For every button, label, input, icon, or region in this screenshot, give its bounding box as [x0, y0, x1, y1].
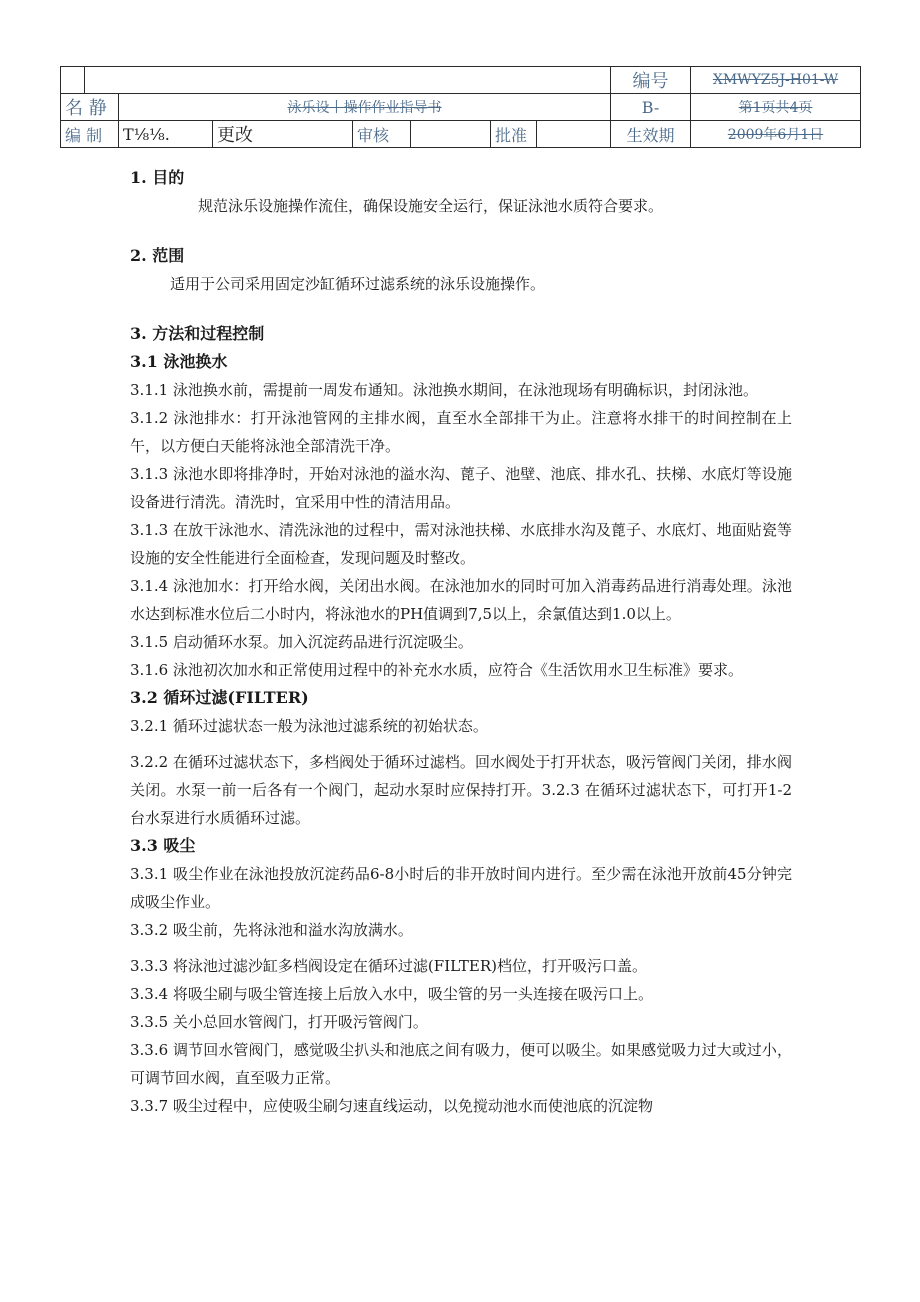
doc-number: XMWYZ5J-H01-W: [691, 67, 861, 94]
paragraph-3-2-1: 3.2.1 循环过滤状态一般为泳池过滤系统的初始状态。: [130, 717, 488, 735]
paragraph-3-3-7: 3.3.7 吸尘过程中，应使吸尘刷匀速直线运动，以免搅动池水而使池底的沉淀物: [130, 1097, 653, 1115]
header-blank-cell: [61, 67, 85, 94]
paragraph-3-1-1: 3.1.1 泳池换水前，需提前一周发布通知。泳池换水期间，在泳池现场有明确标识，封闭泳池。: [130, 381, 758, 399]
section-3-1-title: 3.1 泳池换水: [130, 352, 228, 371]
paragraph-3-1-3a: 3.1.3 泳池水即将排净时，开始对泳池的溢水沟、蓖子、池壁、池底、排水孔、扶梯、水底灯等设施设备进行清洗。清洗时，宜采用中性的清洁用品。: [130, 465, 792, 511]
review-value: [411, 121, 491, 148]
paragraph-3-1-6: 3.1.6 泳池初次加水和正常使用过程中的补充水水质，应符合《生活饮用水卫生标准》要求。: [130, 661, 743, 679]
author-label: 编 制: [61, 121, 119, 148]
review-label: 审核: [353, 121, 411, 148]
approve-value: [537, 121, 611, 148]
document-body: [130, 160, 792, 1120]
section-2-body: 适用于公司采用固定沙缸循环过滤系统的泳乐设施操作。: [170, 275, 546, 293]
section-1-body: 规范泳乐设施操作流住，确保设施安全运行，保证泳池水质符合要求。: [198, 197, 664, 215]
paragraph-3-3-3: 3.3.3 将泳池过滤沙缸多档阀设定在循环过滤(FILTER)档位，打开吸污口盖。: [130, 957, 647, 975]
document-header-table: [60, 66, 861, 148]
name-label: 名 静: [61, 94, 119, 121]
author-value: T⅛⅛.: [119, 121, 213, 148]
paragraph-3-1-5: 3.1.5 启动循环水泵。加入沉淀药品进行沉淀吸尘。: [130, 633, 473, 651]
section-2-title: 2. 范围: [130, 246, 185, 265]
effective-date: 2009年6月1日: [691, 121, 861, 148]
doc-title: 泳乐设丨操作作业指导书: [119, 94, 611, 121]
effective-label: 生效期: [611, 121, 691, 148]
paragraph-3-1-3b: 3.1.3 在放干泳池水、清洗泳池的过程中，需对泳池扶梯、水底排水沟及蓖子、水底灯、地面贴瓷等设施的安全性能进行全面检查，发现问题及时整改。: [130, 521, 792, 567]
paragraph-3-1-2: 3.1.2 泳池排水：打开泳池管网的主排水阀，直至水全部排干为止。注意将水排干的时间控制在上午，以方便白天能将泳池全部清洗干净。: [130, 409, 792, 455]
paragraph-3-2-2: 3.2.2 在循环过滤状态下，多档阀处于循环过滤档。回水阀处于打开状态，吸污管阀门关闭，排水阀关闭。水泵一前一后各有一个阀门，起动水泵时应保持打开。3.2.3 在循环过滤状态下，可打开1-2台水泵进行水质循环过滤。: [130, 753, 792, 827]
header-blank-wide-cell: [85, 67, 611, 94]
paragraph-3-1-4: 3.1.4 泳池加水：打开给水阀，关闭出水阀。在泳池加水的同时可加入消毒药品进行消毒处理。泳池水达到标准水位后二小时内，将泳池水的PH值调到7,5以上，余氯值达到1.0以上。: [130, 577, 792, 623]
number-label: 编号: [611, 67, 691, 94]
approve-label: 批准: [491, 121, 537, 148]
paragraph-3-3-2: 3.3.2 吸尘前，先将泳池和溢水沟放满水。: [130, 921, 413, 939]
change-label: 更改: [213, 121, 353, 148]
section-3-3-title: 3.3 吸尘: [130, 836, 196, 855]
paragraph-3-3-5: 3.3.5 关小总回水管阀门，打开吸污管阀门。: [130, 1013, 428, 1031]
paragraph-3-3-6: 3.3.6 调节回水管阀门，感觉吸尘扒头和池底之间有吸力，便可以吸尘。如果感觉吸力过大或过小，可调节回水阀，直至吸力正常。: [130, 1041, 792, 1087]
version: B-: [611, 94, 691, 121]
section-3-title: 3. 方法和过程控制: [130, 324, 265, 343]
section-1-title: 1. 目的: [130, 168, 185, 187]
page-info: 第1页共4页: [691, 94, 861, 121]
paragraph-3-3-1: 3.3.1 吸尘作业在泳池投放沉淀药品6-8小时后的非开放时间内进行。至少需在泳池开放前45分钟完成吸尘作业。: [130, 865, 792, 911]
section-3-2-title: 3.2 循环过滤(FILTER): [130, 688, 309, 707]
paragraph-3-3-4: 3.3.4 将吸尘刷与吸尘管连接上后放入水中，吸尘管的另一头连接在吸污口上。: [130, 985, 653, 1003]
